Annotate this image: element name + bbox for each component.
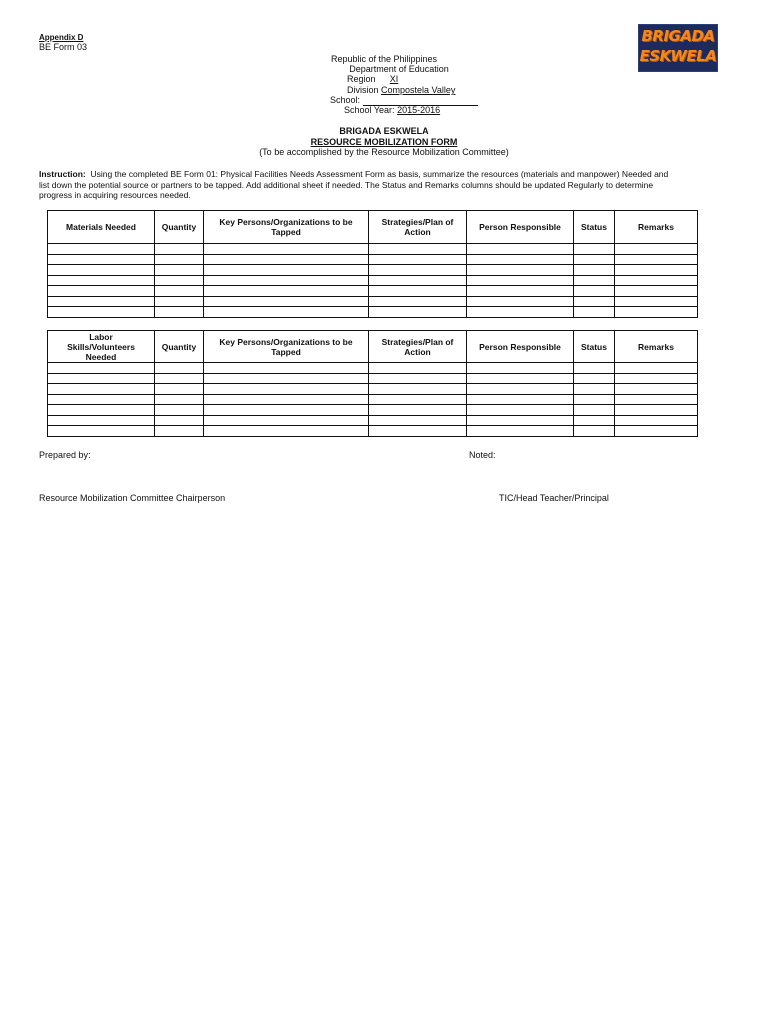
table-row — [48, 244, 698, 255]
col-remarks: Remarks — [615, 331, 698, 363]
logo-line1: BRIGADA — [641, 27, 715, 45]
region-label: Region — [347, 74, 376, 84]
instruction-text: Using the completed BE Form 01: Physical Facilities Needs Assessment Form as basis, summarize the resources (materials and manpower) Needed and list down the potential source or partners to be tapped. Add additional sheet if needed. The Status and Remarks columns should be updated Regularly to determine progress in acquiring resources needed. — [39, 169, 669, 200]
table-row — [48, 384, 698, 395]
region-line — [347, 74, 410, 85]
table-row — [48, 363, 698, 374]
col-status: Status — [574, 211, 615, 244]
logo-line2: ESKWELA — [639, 47, 717, 65]
school-year-value: 2015-2016 — [397, 105, 441, 115]
table-row — [48, 405, 698, 416]
col-remarks: Remarks — [615, 211, 698, 244]
col-materials-needed: Materials Needed — [48, 211, 155, 244]
table-row — [48, 415, 698, 426]
col-person-responsible: Person Responsible — [467, 331, 574, 363]
instruction-block — [39, 169, 679, 201]
col-key-persons: Key Persons/Organizations to be Tapped — [204, 211, 369, 244]
col-labor-skills: Labor Skills/Volunteers Needed — [48, 331, 155, 363]
republic-line: Republic of the Philippines — [330, 54, 438, 64]
region-value: XI — [389, 74, 399, 84]
chairperson-signatory: Resource Mobilization Committee Chairperson — [39, 493, 226, 503]
appendix-label: Appendix D — [39, 33, 84, 42]
col-quantity: Quantity — [155, 211, 204, 244]
col-key-persons: Key Persons/Organizations to be Tapped — [204, 331, 369, 363]
division-label: Division — [347, 85, 379, 95]
labor-table — [47, 330, 698, 437]
labor-header-row — [48, 331, 698, 363]
col-person-responsible: Person Responsible — [467, 211, 574, 244]
school-label: School: — [330, 95, 361, 105]
table-row — [48, 307, 698, 318]
table-row — [48, 426, 698, 437]
table-row — [48, 286, 698, 297]
materials-table — [47, 210, 698, 318]
table-row — [48, 275, 698, 286]
prepared-by-label: Prepared by: — [39, 450, 91, 460]
table-row — [48, 254, 698, 265]
table-row — [48, 394, 698, 405]
noted-label: Noted: — [469, 450, 496, 460]
table-row — [48, 265, 698, 276]
division-value: Compostela Valley — [381, 85, 456, 95]
table-row — [48, 296, 698, 307]
form-title-text: RESOURCE MOBILIZATION FORM — [310, 137, 458, 147]
col-strategies: Strategies/Plan of Action — [369, 331, 467, 363]
department-line: Department of Education — [349, 64, 449, 74]
principal-signatory: TIC/Head Teacher/Principal — [499, 493, 609, 503]
instruction-label: Instruction: — [39, 169, 86, 179]
materials-header-row — [48, 211, 698, 244]
col-status: Status — [574, 331, 615, 363]
school-year-label: School Year: — [344, 105, 395, 115]
table-row — [48, 373, 698, 384]
school-year-line — [344, 105, 440, 116]
col-strategies: Strategies/Plan of Action — [369, 211, 467, 244]
form-code: BE Form 03 — [39, 42, 88, 52]
form-subtitle: (To be accomplished by the Resource Mobilization Committee) — [259, 147, 509, 157]
col-quantity: Quantity — [155, 331, 204, 363]
program-title: BRIGADA ESKWELA — [339, 126, 429, 136]
